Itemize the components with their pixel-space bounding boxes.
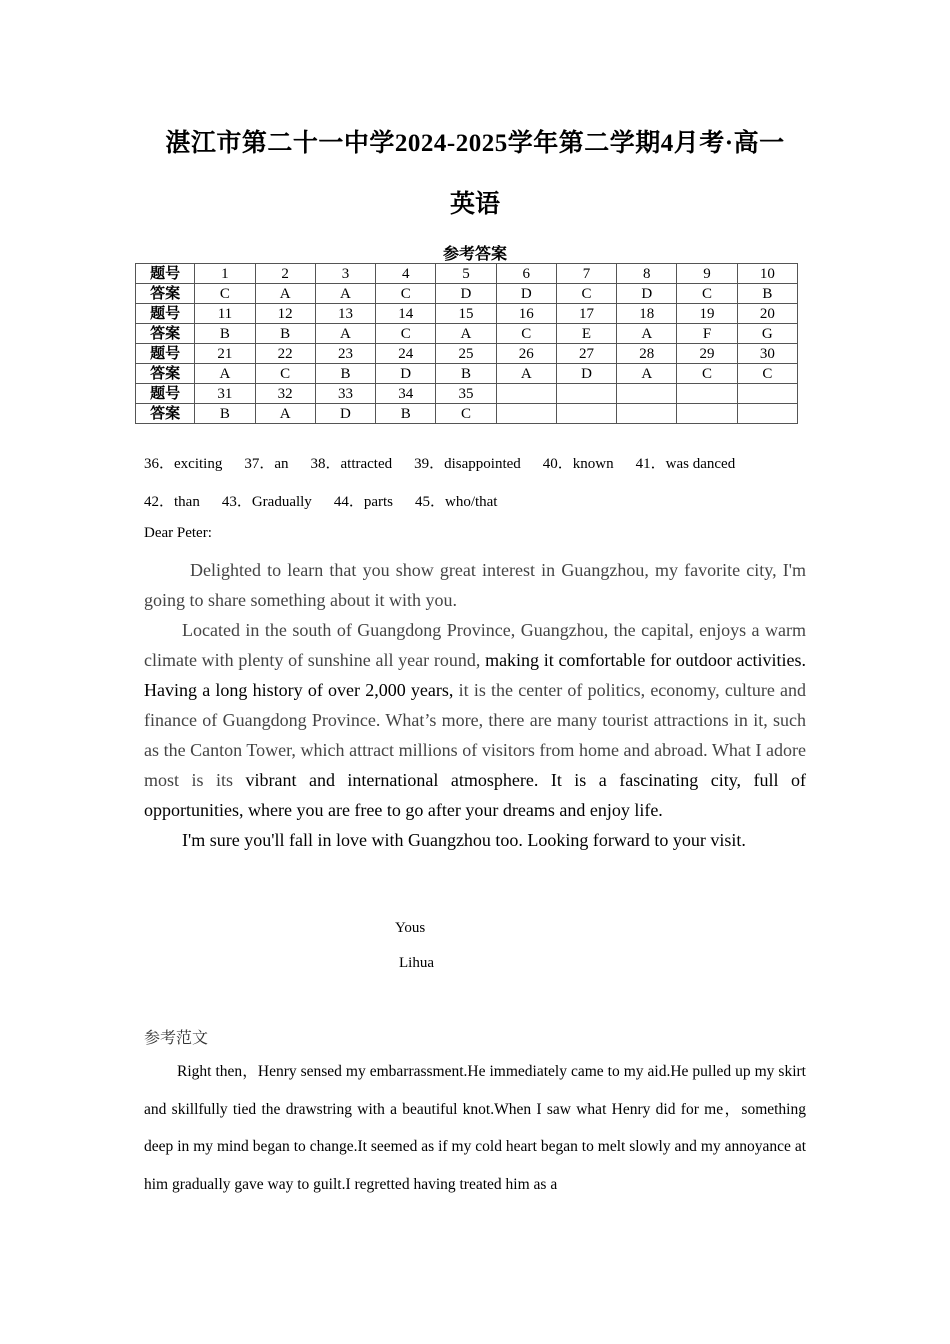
answer-cell [677,404,737,424]
question-number-cell: 2 [255,264,315,284]
answer-cell: E [556,324,616,344]
question-number-cell: 10 [737,264,797,284]
question-number-cell [496,384,556,404]
question-number-cell: 23 [315,344,375,364]
fill-in-answers-line-2 [144,490,519,511]
answer-cell: D [376,364,436,384]
question-number-cell: 5 [436,264,496,284]
answer-cell [617,404,677,424]
question-number-cell: 20 [737,304,797,324]
letter-body [144,555,806,855]
answer-cell: B [195,404,255,424]
answer-row [136,324,798,344]
question-number-cell: 17 [556,304,616,324]
answer-cell: A [496,364,556,384]
question-number-cell: 1 [195,264,255,284]
answer-cell: A [195,364,255,384]
answer-cell: C [737,364,797,384]
answer-cell: C [436,404,496,424]
row-label: 题号 [136,384,195,404]
question-row [136,264,798,284]
letter-text-segment: Located in the south of Guangdong Province, Guangzhou, the capital, enjoys a warm climate with plenty of sunshine all year round, [144,620,806,670]
letter-signature: Lihua [399,955,434,971]
answer-cell: C [195,284,255,304]
fill-in-answer: 41．was danced [635,456,736,472]
fill-in-answer: 39．disappointed [414,456,521,472]
question-number-cell: 33 [315,384,375,404]
letter-text-segment: it is the center of politics, economy, culture and finance of Guangdong Province. What’s more, there are many tourist attractions in it, such as the Canton Tower, which attract millions of visitors from home and abroad. What I adore most is its [144,680,807,790]
answer-cell: B [255,324,315,344]
answer-cell: A [315,324,375,344]
question-number-cell: 31 [195,384,255,404]
row-label: 题号 [136,304,195,324]
letter-paragraph [144,555,806,615]
question-number-cell: 7 [556,264,616,284]
fill-in-answer: 38．attracted [310,456,393,472]
question-number-cell: 35 [436,384,496,404]
model-essay-text: Right then，Henry sensed my embarrassment.He immediately came to my aid.He pulled up my skirt and skillfully tied the drawstring with a beautiful knot.When I saw what Henry did for me，something deep in my mind began to change.It seemed as if my cold heart began to melt slowly and my annoyance at him gradually gave way to guilt.I regretted having treated him as a [144,1063,806,1193]
question-number-cell: 3 [315,264,375,284]
fill-in-answer: 40．known [542,456,614,472]
row-label: 题号 [136,344,195,364]
question-number-cell: 27 [556,344,616,364]
answer-cell: G [737,324,797,344]
question-number-cell: 12 [255,304,315,324]
answer-cell: B [315,364,375,384]
question-number-cell: 14 [376,304,436,324]
answer-cell: A [255,404,315,424]
question-number-cell: 34 [376,384,436,404]
question-number-cell: 30 [737,344,797,364]
answer-cell: C [376,324,436,344]
question-number-cell: 19 [677,304,737,324]
document-subject: 英语 [449,191,500,218]
letter-text-segment: vibrant and international atmosphere. It is a fascinating city, full of opportunities, where you are free to go after your dreams and enjoy life. [144,770,806,820]
question-number-cell [617,384,677,404]
answer-cell: D [617,284,677,304]
answer-cell: B [376,404,436,424]
question-number-cell: 9 [677,264,737,284]
question-number-cell [737,384,797,404]
question-number-cell: 28 [617,344,677,364]
question-number-cell: 16 [496,304,556,324]
question-row [136,344,798,364]
question-number-cell: 26 [496,344,556,364]
letter-paragraph [144,615,806,825]
question-number-cell [556,384,616,404]
question-number-cell: 15 [436,304,496,324]
answer-cell: C [677,364,737,384]
answer-cell: A [617,364,677,384]
answer-cell: A [255,284,315,304]
question-number-cell: 25 [436,344,496,364]
fill-in-answer: 44．parts [333,494,393,510]
question-number-cell: 11 [195,304,255,324]
question-row [136,304,798,324]
letter-greeting: Dear Peter: [144,525,212,541]
answer-cell: B [737,284,797,304]
answer-cell: D [315,404,375,424]
fill-in-answer: 45．who/that [414,494,498,510]
fill-in-answer: 43．Gradually [221,494,312,510]
fill-in-answer: 36．exciting [144,456,223,472]
answer-cell: B [195,324,255,344]
answer-row [136,404,798,424]
answer-cell: A [315,284,375,304]
answer-cell [556,404,616,424]
question-number-cell: 4 [376,264,436,284]
answer-cell: A [436,324,496,344]
answer-row [136,284,798,304]
question-number-cell: 21 [195,344,255,364]
letter-text-segment: I'm sure you'll fall in love with Guangzhou too. Looking forward to your visit. [182,830,746,850]
answer-cell [737,404,797,424]
answer-cell [496,404,556,424]
document-title: 湛江市第二十一中学2024-2025学年第二学期4月考·高一 [165,130,785,157]
fill-in-answers-line-1 [144,452,757,473]
fill-in-answer: 37．an [244,456,289,472]
question-number-cell: 29 [677,344,737,364]
row-label: 答案 [136,364,195,384]
question-number-cell: 8 [617,264,677,284]
question-number-cell: 32 [255,384,315,404]
answer-cell: D [436,284,496,304]
fill-in-answer: 42．than [144,494,200,510]
letter-text-segment: Delighted to learn that you show great interest in Guangzhou, my favorite city, I'm going to share something about it with you. [144,560,806,610]
answer-key-heading: 参考答案 [442,246,507,263]
question-number-cell: 24 [376,344,436,364]
answer-cell: C [496,324,556,344]
row-label: 题号 [136,264,195,284]
question-number-cell: 22 [255,344,315,364]
letter-paragraph [144,825,806,855]
answer-cell: F [677,324,737,344]
answer-cell: D [556,364,616,384]
question-number-cell: 13 [315,304,375,324]
row-label: 答案 [136,284,195,304]
answer-cell: C [677,284,737,304]
model-essay-heading: 参考范文 [144,1030,209,1047]
row-label: 答案 [136,324,195,344]
answer-cell: D [496,284,556,304]
answer-cell: C [376,284,436,304]
answer-cell: C [556,284,616,304]
question-number-cell: 18 [617,304,677,324]
question-number-cell [677,384,737,404]
question-number-cell: 6 [496,264,556,284]
question-row [136,384,798,404]
answer-row [136,364,798,384]
letter-text-segment: making it comfortable for outdoor activities. Having a long history of over 2,000 years, [144,650,806,700]
answer-cell: A [617,324,677,344]
answer-cell: B [436,364,496,384]
answer-key-table [135,263,798,424]
row-label: 答案 [136,404,195,424]
letter-closing: Yous [395,920,426,936]
answer-cell: C [255,364,315,384]
